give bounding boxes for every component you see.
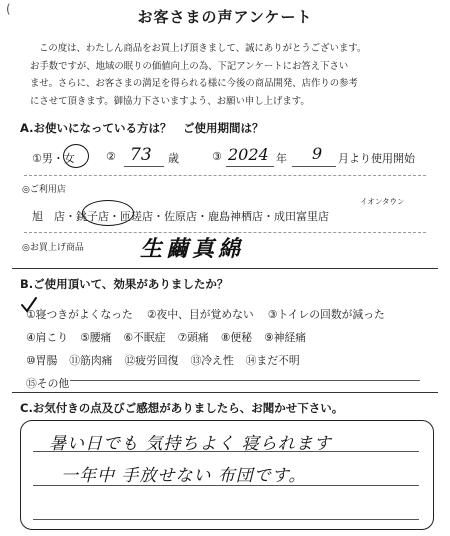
age-handwritten-value[interactable]: 73 (130, 145, 152, 165)
effect-option[interactable]: ⑪筋肉痛 (69, 354, 113, 367)
comment-box[interactable] (20, 420, 434, 530)
other-underline (70, 380, 420, 381)
corner-mark: ( (6, 2, 11, 16)
store-list: 旭 店・銚子店・匝瑳店・佐原店・鹿島神栖店・成田富里店 (32, 210, 329, 223)
section-c-heading: C.お気付きの点及びご感想がありましたら、お聞かせ下さい。 (20, 401, 344, 415)
store-heading: ◎ご利用店 (22, 185, 66, 195)
month-underline (292, 166, 336, 167)
intro-line: この度は、わたしん商品をお買上げ頂きまして、誠にありがとうございます。 (39, 43, 367, 54)
store-ruby: イオンタウン (360, 197, 405, 206)
intro-line: にさせて頂きます。御協力下さいますよう、お願い申し上げます。 (30, 95, 310, 107)
section-divider (12, 392, 438, 393)
store-option[interactable]: 鹿島神栖店 (208, 210, 263, 223)
effect-option[interactable]: ⑮その他 (26, 377, 70, 390)
effect-option[interactable]: ⑭まだ不明 (245, 354, 300, 367)
page-title: お客さまの声アンケート (137, 8, 313, 26)
effect-option[interactable]: ⑬冷え性 (190, 354, 234, 367)
effect-option[interactable]: ⑦頭痛 (177, 331, 209, 344)
year-handwritten-value[interactable]: 2024 (228, 145, 269, 164)
store-option[interactable]: 旭 店 (32, 210, 65, 223)
period-number: ③ (212, 150, 222, 163)
store-option[interactable]: 成田富里店 (274, 210, 329, 223)
store-option[interactable]: 銚子店 (76, 210, 109, 223)
gender-field[interactable]: ①男・女 (32, 152, 75, 165)
effect-option[interactable]: ②夜中、目が覚めない (146, 308, 254, 321)
age-unit: 歳 (168, 152, 179, 165)
effect-option[interactable]: ⑥不眠症 (123, 331, 166, 344)
effect-option[interactable]: ④肩こり (26, 331, 69, 344)
section-b-heading: B.ご使用頂いて、効果がありましたか？ (20, 277, 229, 291)
month-unit: 月より使用開始 (338, 152, 415, 165)
age-number: ② (106, 150, 116, 163)
check-mark-icon (20, 296, 38, 314)
product-handwritten-value[interactable]: 生繭真綿 (140, 236, 245, 262)
intro-line: ませ。さらに、お客さまの満足を得られる様に今後の商品開発、店作りの参考 (30, 78, 358, 89)
effects-options (26, 303, 436, 395)
comment-handwritten-line: 暑い日でも 気持ちよく 寝られます (49, 434, 332, 454)
effect-option[interactable]: ⑫疲労回復 (124, 354, 179, 367)
year-unit: 年 (276, 152, 287, 165)
store-option[interactable]: 佐原店 (164, 210, 197, 223)
section-a-heading: A.お使いになっている方は？ ご使用期間は？ (20, 121, 264, 135)
intro-paragraph (30, 40, 422, 110)
effect-option[interactable]: ⑧便秘 (220, 331, 252, 344)
effect-option[interactable]: ⑩胃腸 (26, 354, 58, 367)
month-handwritten-value[interactable]: 9 (312, 144, 323, 163)
age-underline (124, 166, 164, 167)
section-divider (12, 268, 438, 269)
divider (24, 175, 426, 176)
product-heading: ◎お買上げ商品 (22, 243, 84, 253)
gender-female-option[interactable]: 女 (63, 152, 75, 165)
effect-option[interactable]: ①寝つきがよくなった (26, 308, 133, 321)
effect-option[interactable]: ⑤腰痛 (80, 331, 112, 344)
gender-male-option[interactable]: 男 (41, 152, 53, 165)
intro-line: お手数ですが、地域の眠りの価値向上の為、下記アンケートにお答え下さい (30, 60, 349, 72)
comment-rule (33, 519, 419, 520)
effect-option[interactable]: ③トイレの回数が減った (267, 308, 385, 321)
female-selected-circle (63, 144, 89, 168)
effect-option[interactable]: ⑨神経痛 (264, 331, 307, 344)
selected-store-circle (82, 200, 134, 226)
store-option[interactable]: 匝瑳店 (120, 210, 153, 223)
comment-handwritten-line: 一年中 手放せない 布団です。 (61, 466, 307, 486)
year-underline (226, 166, 274, 167)
